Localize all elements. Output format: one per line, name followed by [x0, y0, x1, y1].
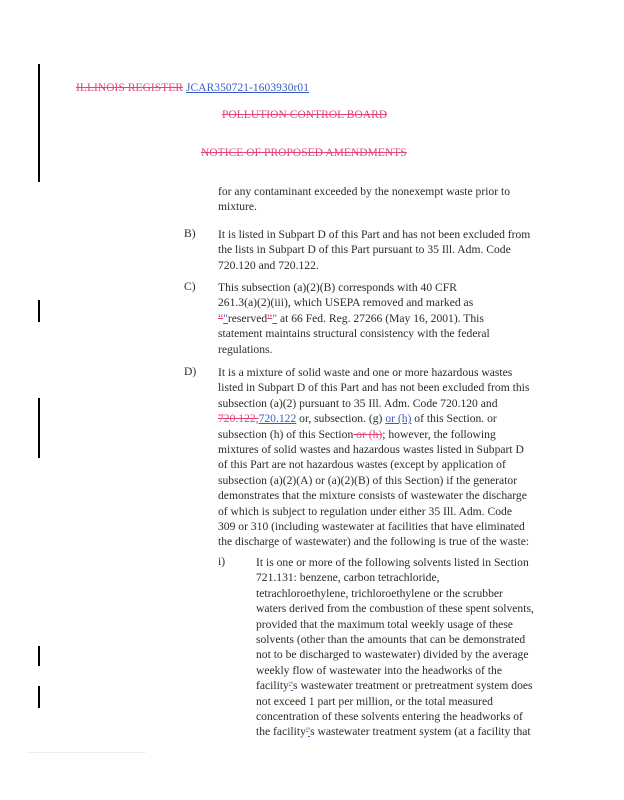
reserved-line: “"reserved”" at 66 Fed. Reg. 27266 (May 16, 2001). This [218, 311, 484, 325]
change-bar [38, 300, 40, 322]
item-d-text: It is a mixture of solid waste and one or more hazardous wastes listed in Subpart D of this Part and has not been excluded from this subsection (a)(2) pursuant to 35 Ill. Adm. Code 720.120 and 720.122,720.122 or, subsection. (g) or (h) of this Section. or subsection (h) of this Section or (h); however, the following mixtures of solid wastes and hazardous wastes listed in Subpart D of this Part are not hazardous wastes (except by application of subsection (a)(2)(A) or (a)(2)(B) of this Section) if the generator demonstrates that the mixture consists of wastewater the discharge of which is subject to regulation under either 35 Ill. Adm. Code 309 or 310 (including wastewater at facilities that have eliminated the discharge of wastewater) and the following is true of the waste: [218, 366, 530, 549]
amended-line: the facility''s wastewater treatment system (at a facility that [256, 725, 531, 739]
change-bar [38, 686, 40, 708]
carryover-text: for any contaminant exceeded by the nonexempt waste prior to mixture. [218, 185, 510, 214]
amended-line: 720.122,720.122 or, subsection. (g) or (h) of this Section. or [218, 412, 497, 426]
item-d-label: D) [184, 365, 197, 378]
amended-line: subsection (h) of this Section or (h); however, the following [218, 427, 496, 441]
agency-title: POLLUTION CONTROL BOARD [222, 109, 388, 121]
item-c-label: C) [184, 280, 196, 293]
register-header [76, 82, 309, 94]
notice-title: NOTICE OF PROPOSED AMENDMENTS [201, 147, 407, 159]
item-b-text: It is listed in Subpart D of this Part and has not been excluded from the lists in Subpart D of this Part pursuant to 35 Ill. Adm. Code 720.120 and 720.122. [218, 228, 531, 272]
item-i-label: i) [218, 555, 226, 568]
item-b-label: B) [184, 227, 196, 240]
footer-rule [26, 752, 146, 753]
change-bar [38, 64, 40, 182]
item-c-text: This subsection (a)(2)(B) corresponds with 40 CFR 261.3(a)(2)(iii), which USEPA removed and marked as “"reserved”" at 66 Fed. Reg. 27266 (May 16, 2001). This statement maintains structural consistency with the federal regulations. [218, 281, 490, 356]
change-bar [38, 398, 40, 458]
register-old: ILLINOIS REGISTER [76, 82, 184, 94]
item-i-text: It is one or more of the following solvents listed in Section 721.131: benzene, carbon tetrachloride, tetrachloroethylene, trichloroethylene or the scrubber waters derived from the combustion of these spent solvents, provided that the maximum total weekly usage of these solvents (other than the amounts that can be demonstrated not to be discharged to wastewater) divided by the average weekly flow of wastewater into the headworks of the facility''s wastewater treatment or pretreatment system does not exceed 1 part per million, or the total measured concentration of these solvents entering the headworks of the facility''s wastewater treatment system (at a facility that [256, 556, 534, 739]
change-bar [38, 646, 40, 666]
register-new: JCAR350721-1603930r01 [186, 82, 309, 94]
amended-line: facility''s wastewater treatment or pretreatment system does [256, 679, 533, 693]
